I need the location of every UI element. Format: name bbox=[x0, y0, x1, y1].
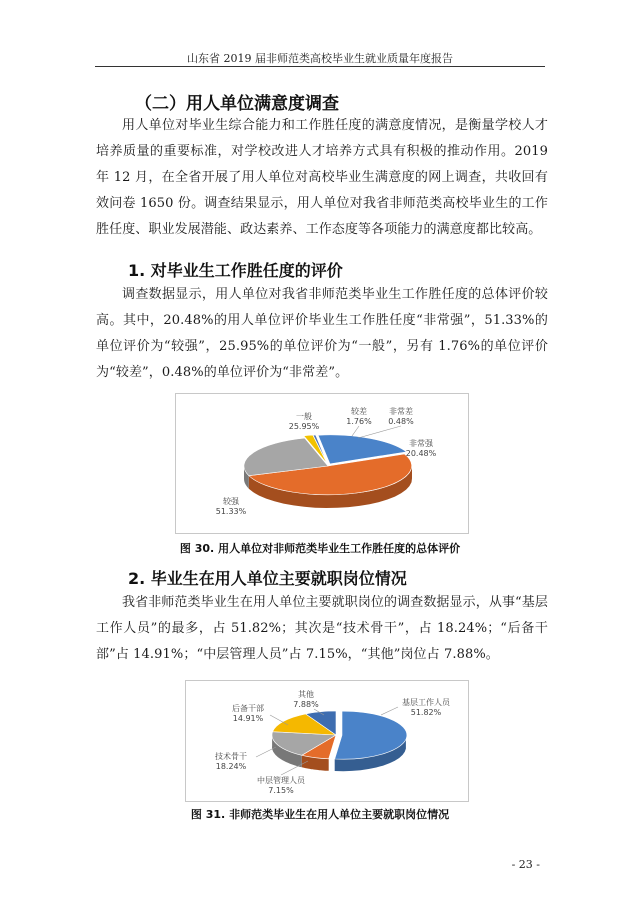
sub2-paragraph: 我省非师范类毕业生在用人单位主要就职岗位的调查数据显示，从事“基层工作人员”的最多，占 51.82%；其次是“技术骨干”，占 18.24%；“后备干部”占 14.91%；“中层管理人员”占 7.15%，“其他”岗位占 7.88%。 bbox=[96, 595, 548, 662]
figure-31-caption: 图 31. 非师范类毕业生在用人单位主要就职岗位情况 bbox=[190, 808, 450, 821]
label-feichangcha-value: 0.48% bbox=[388, 417, 414, 426]
label-feichangqiang-category: 非常强 bbox=[409, 439, 433, 448]
chart-31 bbox=[186, 681, 468, 801]
intro-paragraph: 用人单位对毕业生综合能力和工作胜任度的满意度情况，是衡量学校人才培养质量的重要标准，对学校改进人才培养方式具有积极的推动作用。2019 年 12 月，在全省开展了用人单位对高校毕业生满意度的网上调查，共收回有效问卷 1650 份。调查结果显示，用人单位对我省非师范类高校毕业生的工作胜任度、职业发展潜能、政达素养、工作态度等各项能力的满意度都比较高。 bbox=[96, 118, 548, 237]
label-jishu-category: 技术骨干 bbox=[215, 752, 247, 761]
label-jiaoqiang-value: 51.33% bbox=[215, 507, 247, 516]
sub1-paragraph: 调查数据显示，用人单位对我省非师范类毕业生工作胜任度的总体评价较高。其中，20.48%的用人单位评价毕业生工作胜任度“非常强”，51.33%的单位评价为“较强”，25.95%的单位评价为“一般”，另有 1.76%的单位评价为“较差”，0.48%的单位评价为“非常差”。 bbox=[96, 287, 548, 380]
figure-30-caption: 图 30. 用人单位对非师范类毕业生工作胜任度的总体评价 bbox=[179, 542, 461, 555]
label-jiceng-category: 基层工作人员 bbox=[402, 698, 450, 707]
sub1-title: 1. 对毕业生工作胜任度的评价 bbox=[128, 261, 343, 280]
leader-jiceng bbox=[381, 707, 398, 715]
page-number: - 23 - bbox=[511, 858, 540, 871]
page-header: 山东省 2019 届非师范类高校毕业生就业质量年度报告 bbox=[187, 52, 453, 65]
label-yiban-category: 一般 bbox=[296, 412, 312, 421]
label-jishu-value: 18.24% bbox=[215, 762, 247, 771]
section-title: （二）用人单位满意度调查 bbox=[135, 94, 339, 114]
figure-30-box bbox=[175, 393, 469, 534]
label-jiaoqiang-category: 较强 bbox=[223, 497, 239, 506]
label-jiceng-value: 51.82% bbox=[410, 708, 442, 717]
chart-30 bbox=[176, 394, 468, 533]
label-houbei-value: 14.91% bbox=[232, 714, 264, 723]
leader-jishu bbox=[256, 747, 276, 757]
label-feichangcha-category: 非常差 bbox=[389, 407, 413, 416]
label-jiaocha-category: 较差 bbox=[351, 407, 367, 416]
sub2-title: 2. 毕业生在用人单位主要就职岗位情况 bbox=[128, 569, 407, 588]
label-yiban-value: 25.95% bbox=[288, 422, 320, 431]
leader-feichangcha bbox=[358, 426, 401, 438]
figure-31-box bbox=[185, 680, 469, 802]
leader-jiaocha bbox=[352, 426, 359, 436]
label-qita-value: 7.88% bbox=[293, 700, 319, 709]
label-houbei-category: 后备干部 bbox=[232, 704, 264, 713]
label-qita-category: 其他 bbox=[298, 690, 314, 699]
label-jiaocha-value: 1.76% bbox=[346, 417, 372, 426]
label-zhongceng-value: 7.15% bbox=[268, 786, 294, 795]
label-feichangqiang-value: 20.48% bbox=[405, 449, 437, 458]
label-zhongceng-category: 中层管理人员 bbox=[257, 776, 305, 785]
header-rule bbox=[95, 66, 545, 67]
